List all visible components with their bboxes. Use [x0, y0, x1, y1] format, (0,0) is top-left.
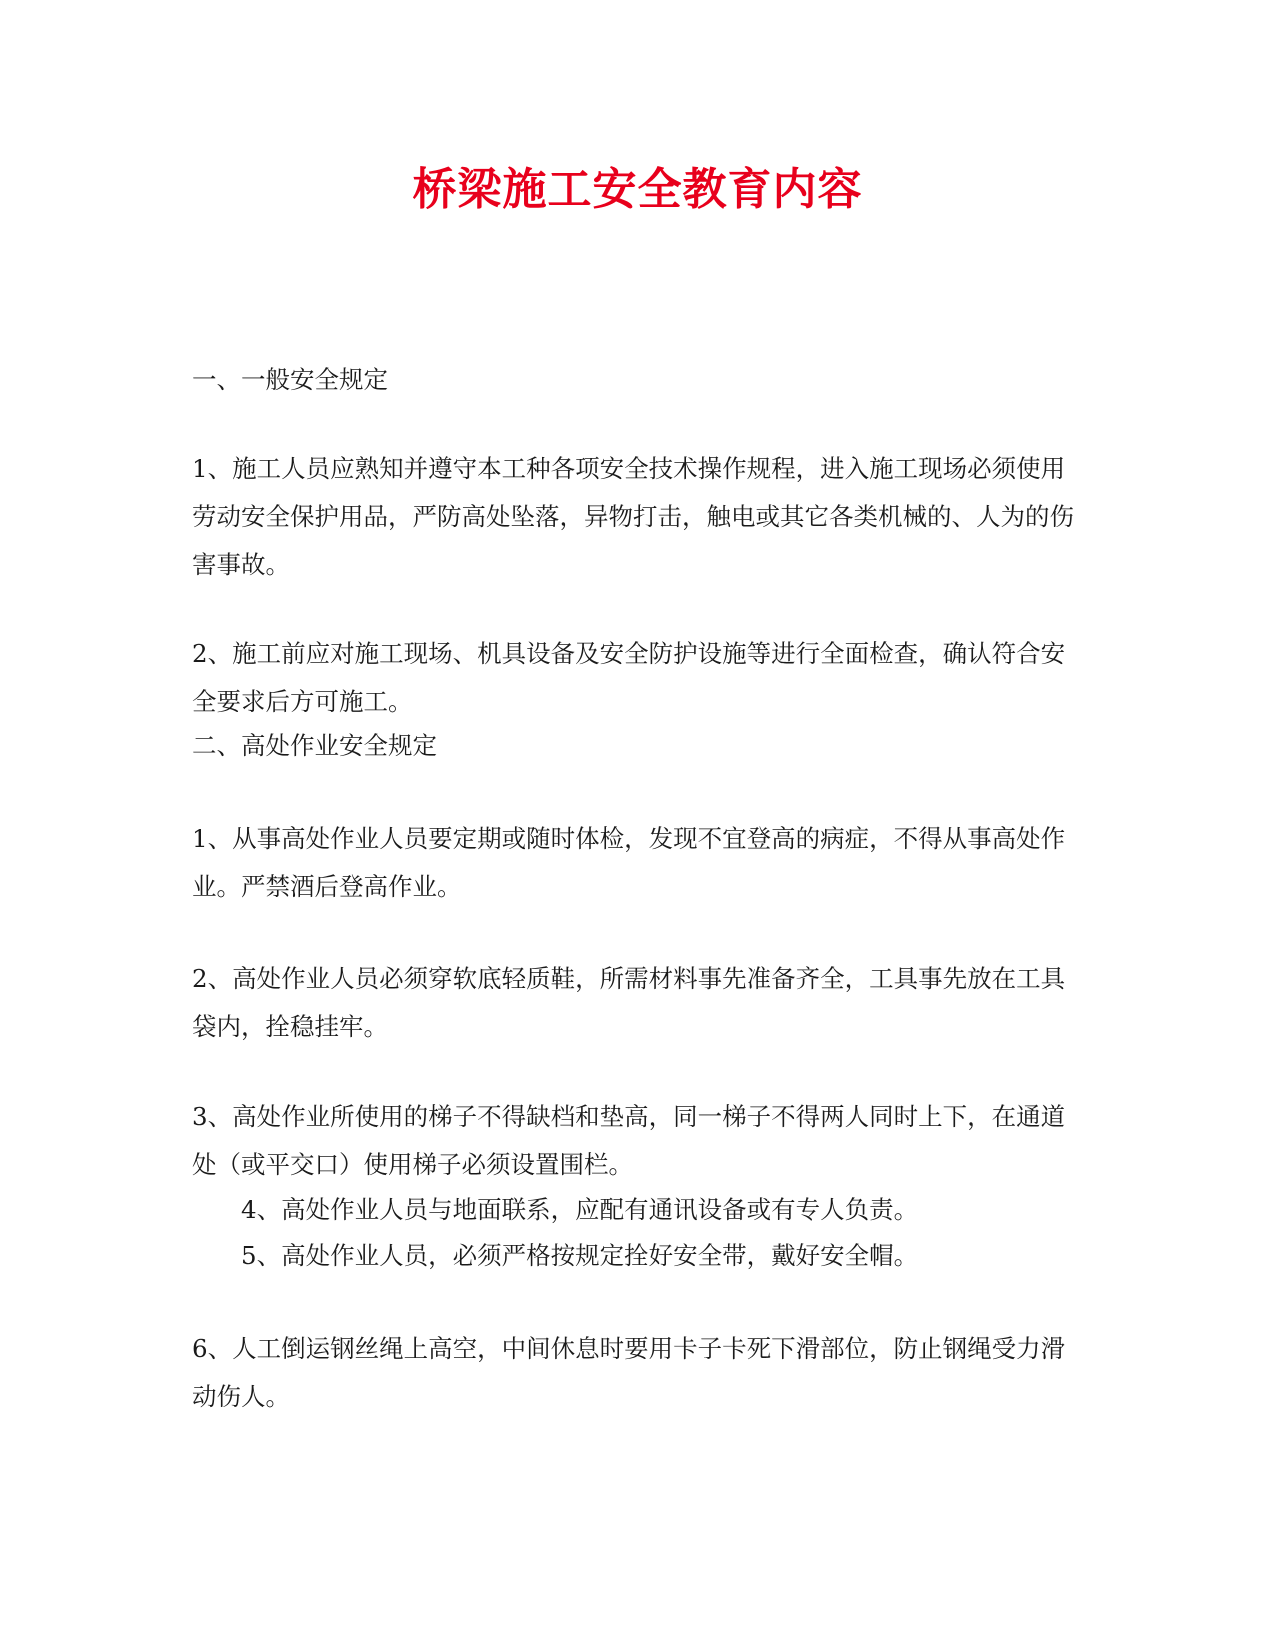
paragraph-height-4: 4、高处作业人员与地面联系，应配有通讯设备或有专人负责。: [241, 1195, 919, 1224]
paragraph-height-2: 2、高处作业人员必须穿软底轻质鞋，所需材料事先准备齐全，工具事先放在工具袋内，拴稳挂牢。: [192, 964, 1066, 1041]
paragraph-general-2: 2、施工前应对施工现场、机具设备及安全防护设施等进行全面检查，确认符合安全要求后方可施工。: [192, 639, 1066, 716]
paragraph-general-1: 1、施工人员应熟知并遵守本工种各项安全技术操作规程，进入施工现场必须使用劳动安全保护用品，严防高处坠落，异物打击，触电或其它各类机械的、人为的伤害事故。: [192, 454, 1074, 579]
paragraph-height-3: 3、高处作业所使用的梯子不得缺档和垫高，同一梯子不得两人同时上下，在通道处（或平交口）使用梯子必须设置围栏。: [192, 1102, 1066, 1179]
paragraph-height-6: 6、人工倒运钢丝绳上高空，中间休息时要用卡子卡死下滑部位，防止钢绳受力滑动伤人。: [192, 1334, 1066, 1411]
section-heading-general: 一、一般安全规定: [192, 365, 388, 394]
section-heading-height-work: 二、高处作业安全规定: [192, 731, 437, 760]
document-title: 桥梁施工安全教育内容: [412, 164, 863, 215]
paragraph-height-5: 5、高处作业人员，必须严格按规定拴好安全带，戴好安全帽。: [241, 1241, 919, 1270]
paragraph-height-1: 1、从事高处作业人员要定期或随时体检，发现不宜登高的病症，不得从事高处作业。严禁酒后登高作业。: [192, 824, 1066, 901]
